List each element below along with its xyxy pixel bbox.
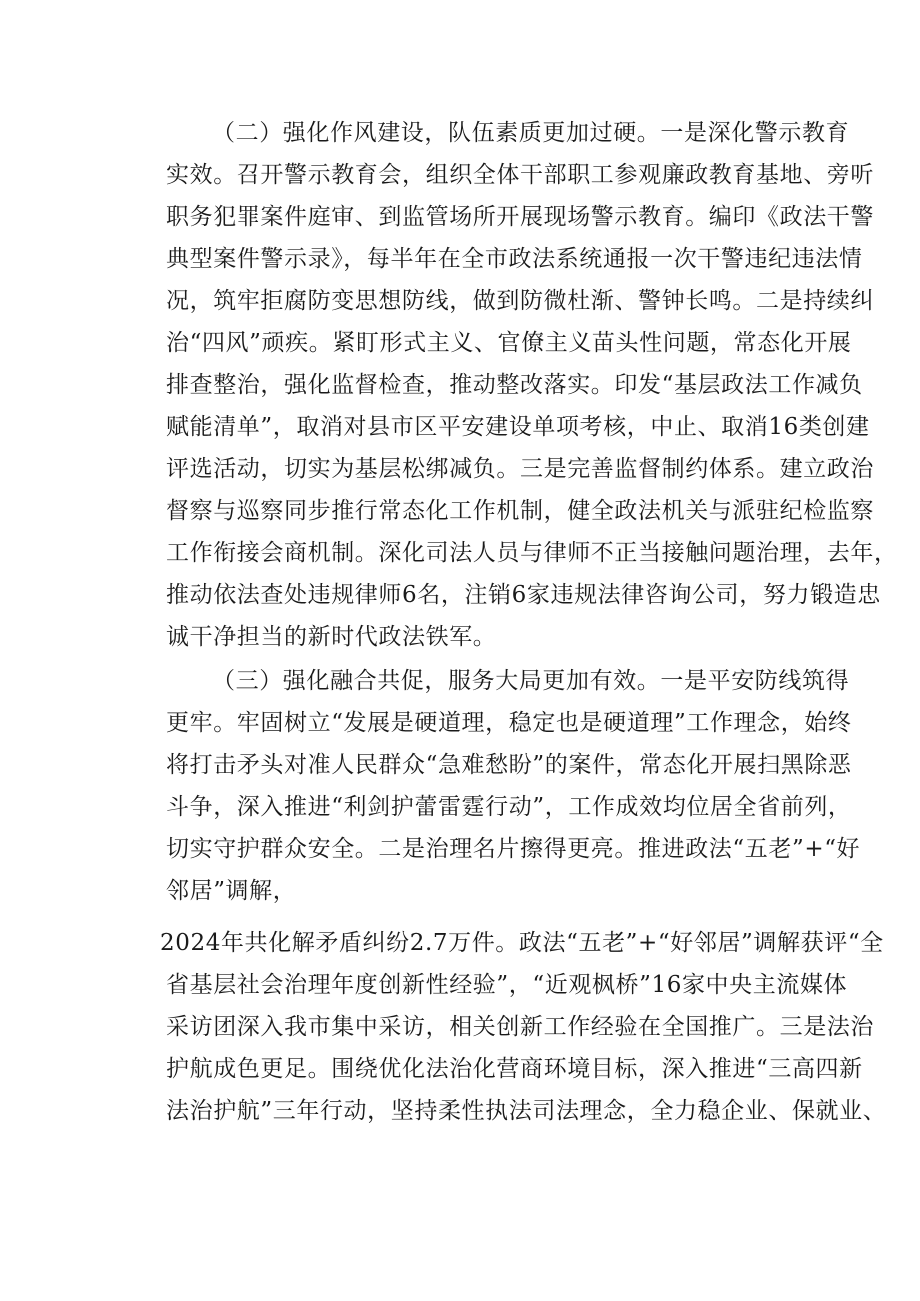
section-2-line: 职务犯罪案件庭审、到监管场所开展现场警示教育。编印《政法干警 bbox=[166, 204, 874, 230]
section-3-line: 邻居”调解， bbox=[166, 878, 297, 904]
section-3-line: 斗争，深入推进“利剑护蕾雷霆行动”，工作成效均位居全省前列， bbox=[166, 794, 852, 820]
section-2-line: 工作衔接会商机制。深化司法人员与律师不正当接触问题治理，去年， bbox=[166, 540, 898, 566]
section-3-line: 省基层社会治理年度创新性经验”，“近观枫桥”16家中央主流媒体 bbox=[166, 972, 848, 998]
section-2-line: 督察与巡察同步推行常态化工作机制，健全政法机关与派驻纪检监察 bbox=[166, 498, 874, 524]
section-2-line: 诚干净担当的新时代政法铁军。 bbox=[166, 624, 497, 650]
section-2-line: 赋能清单”，取消对县市区平安建设单项考核，中止、取消16类创建 bbox=[166, 414, 870, 440]
section-3-line: 采访团深入我市集中采访，相关创新工作经验在全国推广。三是法治 bbox=[166, 1014, 874, 1040]
section-2-line: 实效。召开警示教育会，组织全体干部职工参观廉政教育基地、旁听 bbox=[166, 162, 874, 188]
section-3-line: 法治护航”三年行动，坚持柔性执法司法理念，全力稳企业、保就业、 bbox=[166, 1098, 887, 1124]
section-2-line: （二）强化作风建设，队伍素质更加过硬。一是深化警示教育 bbox=[212, 120, 850, 146]
section-2-line: 治“四风”顽疾。紧盯形式主义、官僚主义苗头性问题，常态化开展 bbox=[166, 330, 852, 356]
section-2-line: 评选活动，切实为基层松绑减负。三是完善监督制约体系。建立政治 bbox=[166, 456, 874, 482]
section-3-line: 更牢。牢固树立“发展是硬道理，稳定也是硬道理”工作理念，始终 bbox=[166, 710, 852, 736]
section-2-line: 推动依法查处违规律师6名，注销6家违规法律咨询公司，努力锻造忠 bbox=[166, 582, 881, 608]
section-3-line: 护航成色更足。围绕优化法治化营商环境目标，深入推进“三高四新 bbox=[166, 1056, 863, 1082]
section-3-line: 将打击矛头对准人民群众“急难愁盼”的案件，常态化开展扫黑除恶 bbox=[166, 752, 852, 778]
section-2-line: 况，筑牢拒腐防变思想防线，做到防微杜渐、警钟长鸣。二是持续纠 bbox=[166, 288, 874, 314]
section-2-line: 典型案件警示录》，每半年在全市政法系统通报一次干警违纪违法情 bbox=[166, 246, 863, 272]
section-3-line: 切实守护群众安全。二是治理名片擦得更亮。推进政法“五老”+“好 bbox=[166, 836, 861, 862]
section-2-line: 排查整治，强化监督检查，推动整改落实。印发“基层政法工作减负 bbox=[166, 372, 863, 398]
section-3-line: 2024年共化解矛盾纠纷2.7万件。政法“五老”+“好邻居”调解获评“全 bbox=[160, 930, 884, 956]
section-3-line: （三）强化融合共促，服务大局更加有效。一是平安防线筑得 bbox=[212, 668, 850, 694]
